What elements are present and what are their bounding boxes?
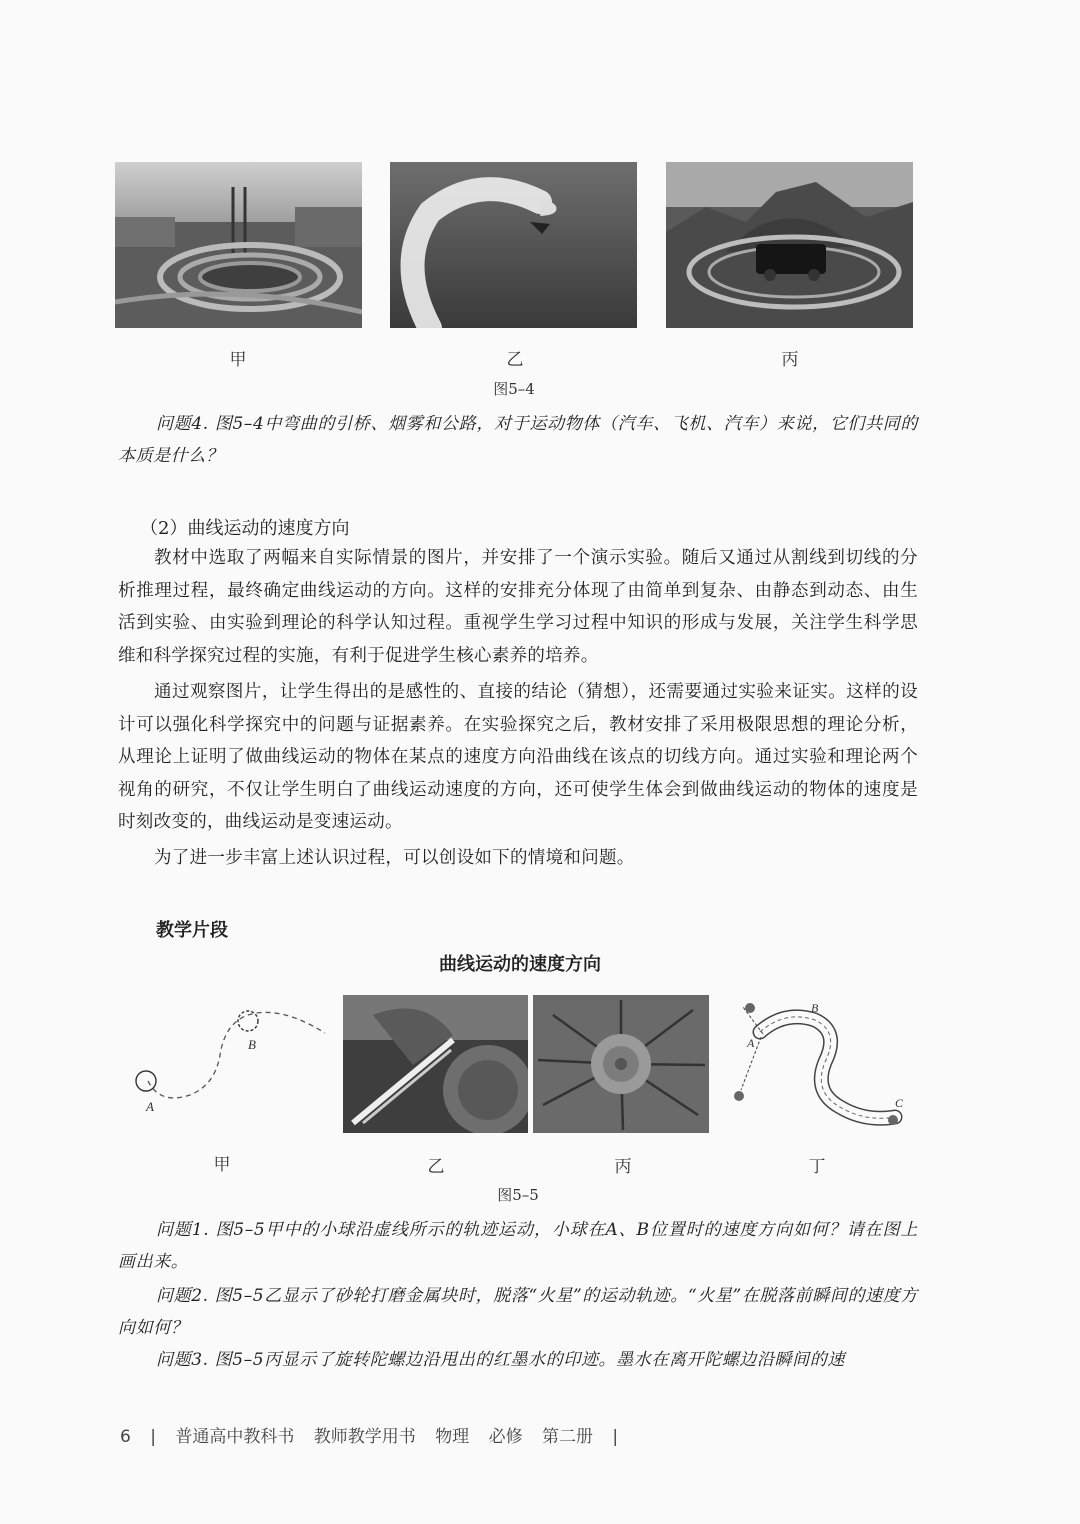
footer-subject: 物理 [435, 1427, 470, 1447]
figure-5-5-caption-jia: 甲 [213, 1155, 231, 1175]
question-2: 问题2. 图5–5乙显示了砂轮打磨金属块时，脱落“火星”的运动轨迹。“火星”在脱落前瞬间的速度方向如何？ [118, 1286, 918, 1338]
figure-5-4-caption-bing: 丙 [781, 350, 799, 370]
figure-5-4-caption-jia: 甲 [229, 350, 247, 370]
figure-5-5-caption-ding: 丁 [808, 1157, 826, 1177]
ball-on-track-c [888, 1115, 898, 1125]
figure-5-5-ding-track-diagram [725, 992, 915, 1137]
ball-exit-top [745, 1003, 755, 1013]
question-4: 问题4. 图5–4中弯曲的引桥、烟雾和公路，对于运动物体（汽车、飞机、汽车）来说，它们共同的本质是什么？ [118, 414, 918, 466]
question-3: 问题3. 图5–5丙显示了旋转陀螺边沿甩出的红墨水的印迹。墨水在离开陀螺边沿瞬间的速 [156, 1350, 845, 1370]
section-heading: （2）曲线运动的速度方向 [140, 518, 350, 539]
ball-exit-left [734, 1091, 744, 1101]
footer-divider-right: | [612, 1427, 619, 1447]
footer-divider-left: | [150, 1427, 156, 1447]
ball-position-b [238, 1011, 258, 1031]
paragraph-3: 为了进一步丰富上述认识过程，可以创设如下的情境和问题。 [154, 848, 635, 868]
dashed-trajectory-path [148, 1012, 325, 1098]
footer-volume: 必修 [488, 1427, 523, 1447]
figure-5-4-photo-bing-mountain-road [666, 162, 913, 328]
figure-5-5-caption-bing: 丙 [614, 1157, 632, 1177]
paragraph-1: 教材中选取了两幅来自实际情景的图片，并安排了一个演示实验。随后又通过从割线到切线的分析推理过程，最终确定曲线运动的方向。这样的安排充分体现了由简单到复杂、由静态到动态、由生活到实验、由实验到理论的科学认知过程。重视学生学习过程中知识的形成与发展，关注学生科学思维和科学探究过程的实施，有利于促进学生核心素养的培养。 [118, 548, 918, 666]
point-label-track-a: A [747, 1036, 755, 1050]
ball-position-a [136, 1071, 156, 1091]
figure-5-5-caption-yi: 乙 [427, 1157, 445, 1177]
figure-5-5-jia-trajectory-diagram [120, 995, 335, 1125]
question-1: 问题1. 图5–5甲中的小球沿虚线所示的轨迹运动，小球在A、B位置时的速度方向如何？请在图上画出来。 [118, 1220, 918, 1272]
footer-book-title: 普通高中教科书 [175, 1427, 295, 1447]
figure-5-5-photo-bing-spinning-top-ink [533, 995, 709, 1133]
page-number: 6 [120, 1427, 131, 1447]
page-footer [120, 1422, 632, 1447]
footer-part: 第二册 [542, 1427, 593, 1447]
point-label-b: B [248, 1037, 256, 1052]
teaching-segment-label: 教学片段 [156, 920, 228, 941]
figure-5-5-photo-yi-grinding-sparks [343, 995, 528, 1133]
figure-5-4-photo-jia-bridge [115, 162, 362, 328]
figure-5-4-label: 图5–4 [493, 380, 535, 398]
point-label-track-c: C [895, 1096, 904, 1110]
s-track-inner [760, 1017, 895, 1118]
teaching-segment-title: 曲线运动的速度方向 [439, 954, 601, 975]
figure-5-4-caption-yi: 乙 [506, 350, 524, 370]
figure-5-5-label: 图5–5 [497, 1186, 539, 1204]
paragraph-2: 通过观察图片，让学生得出的是感性的、直接的结论（猜想），还需要通过实验来证实。这样的设计可以强化科学探究中的问题与证据素养。在实验探究之后，教材安排了采用极限思想的理论分析，从理论上证明了做曲线运动的物体在某点的速度方向沿曲线在该点的切线方向。通过实验和理论两个视角的研究，不仅让学生明白了曲线运动速度的方向，还可使学生体会到做曲线运动的物体的速度是时刻改变的，曲线运动是变速运动。 [118, 682, 918, 832]
footer-book-type: 教师教学用书 [313, 1427, 416, 1447]
point-label-track-b: B [811, 1001, 819, 1015]
figure-5-4-photo-yi-airplane-smoke [390, 162, 637, 328]
point-label-a: A [146, 1099, 154, 1114]
